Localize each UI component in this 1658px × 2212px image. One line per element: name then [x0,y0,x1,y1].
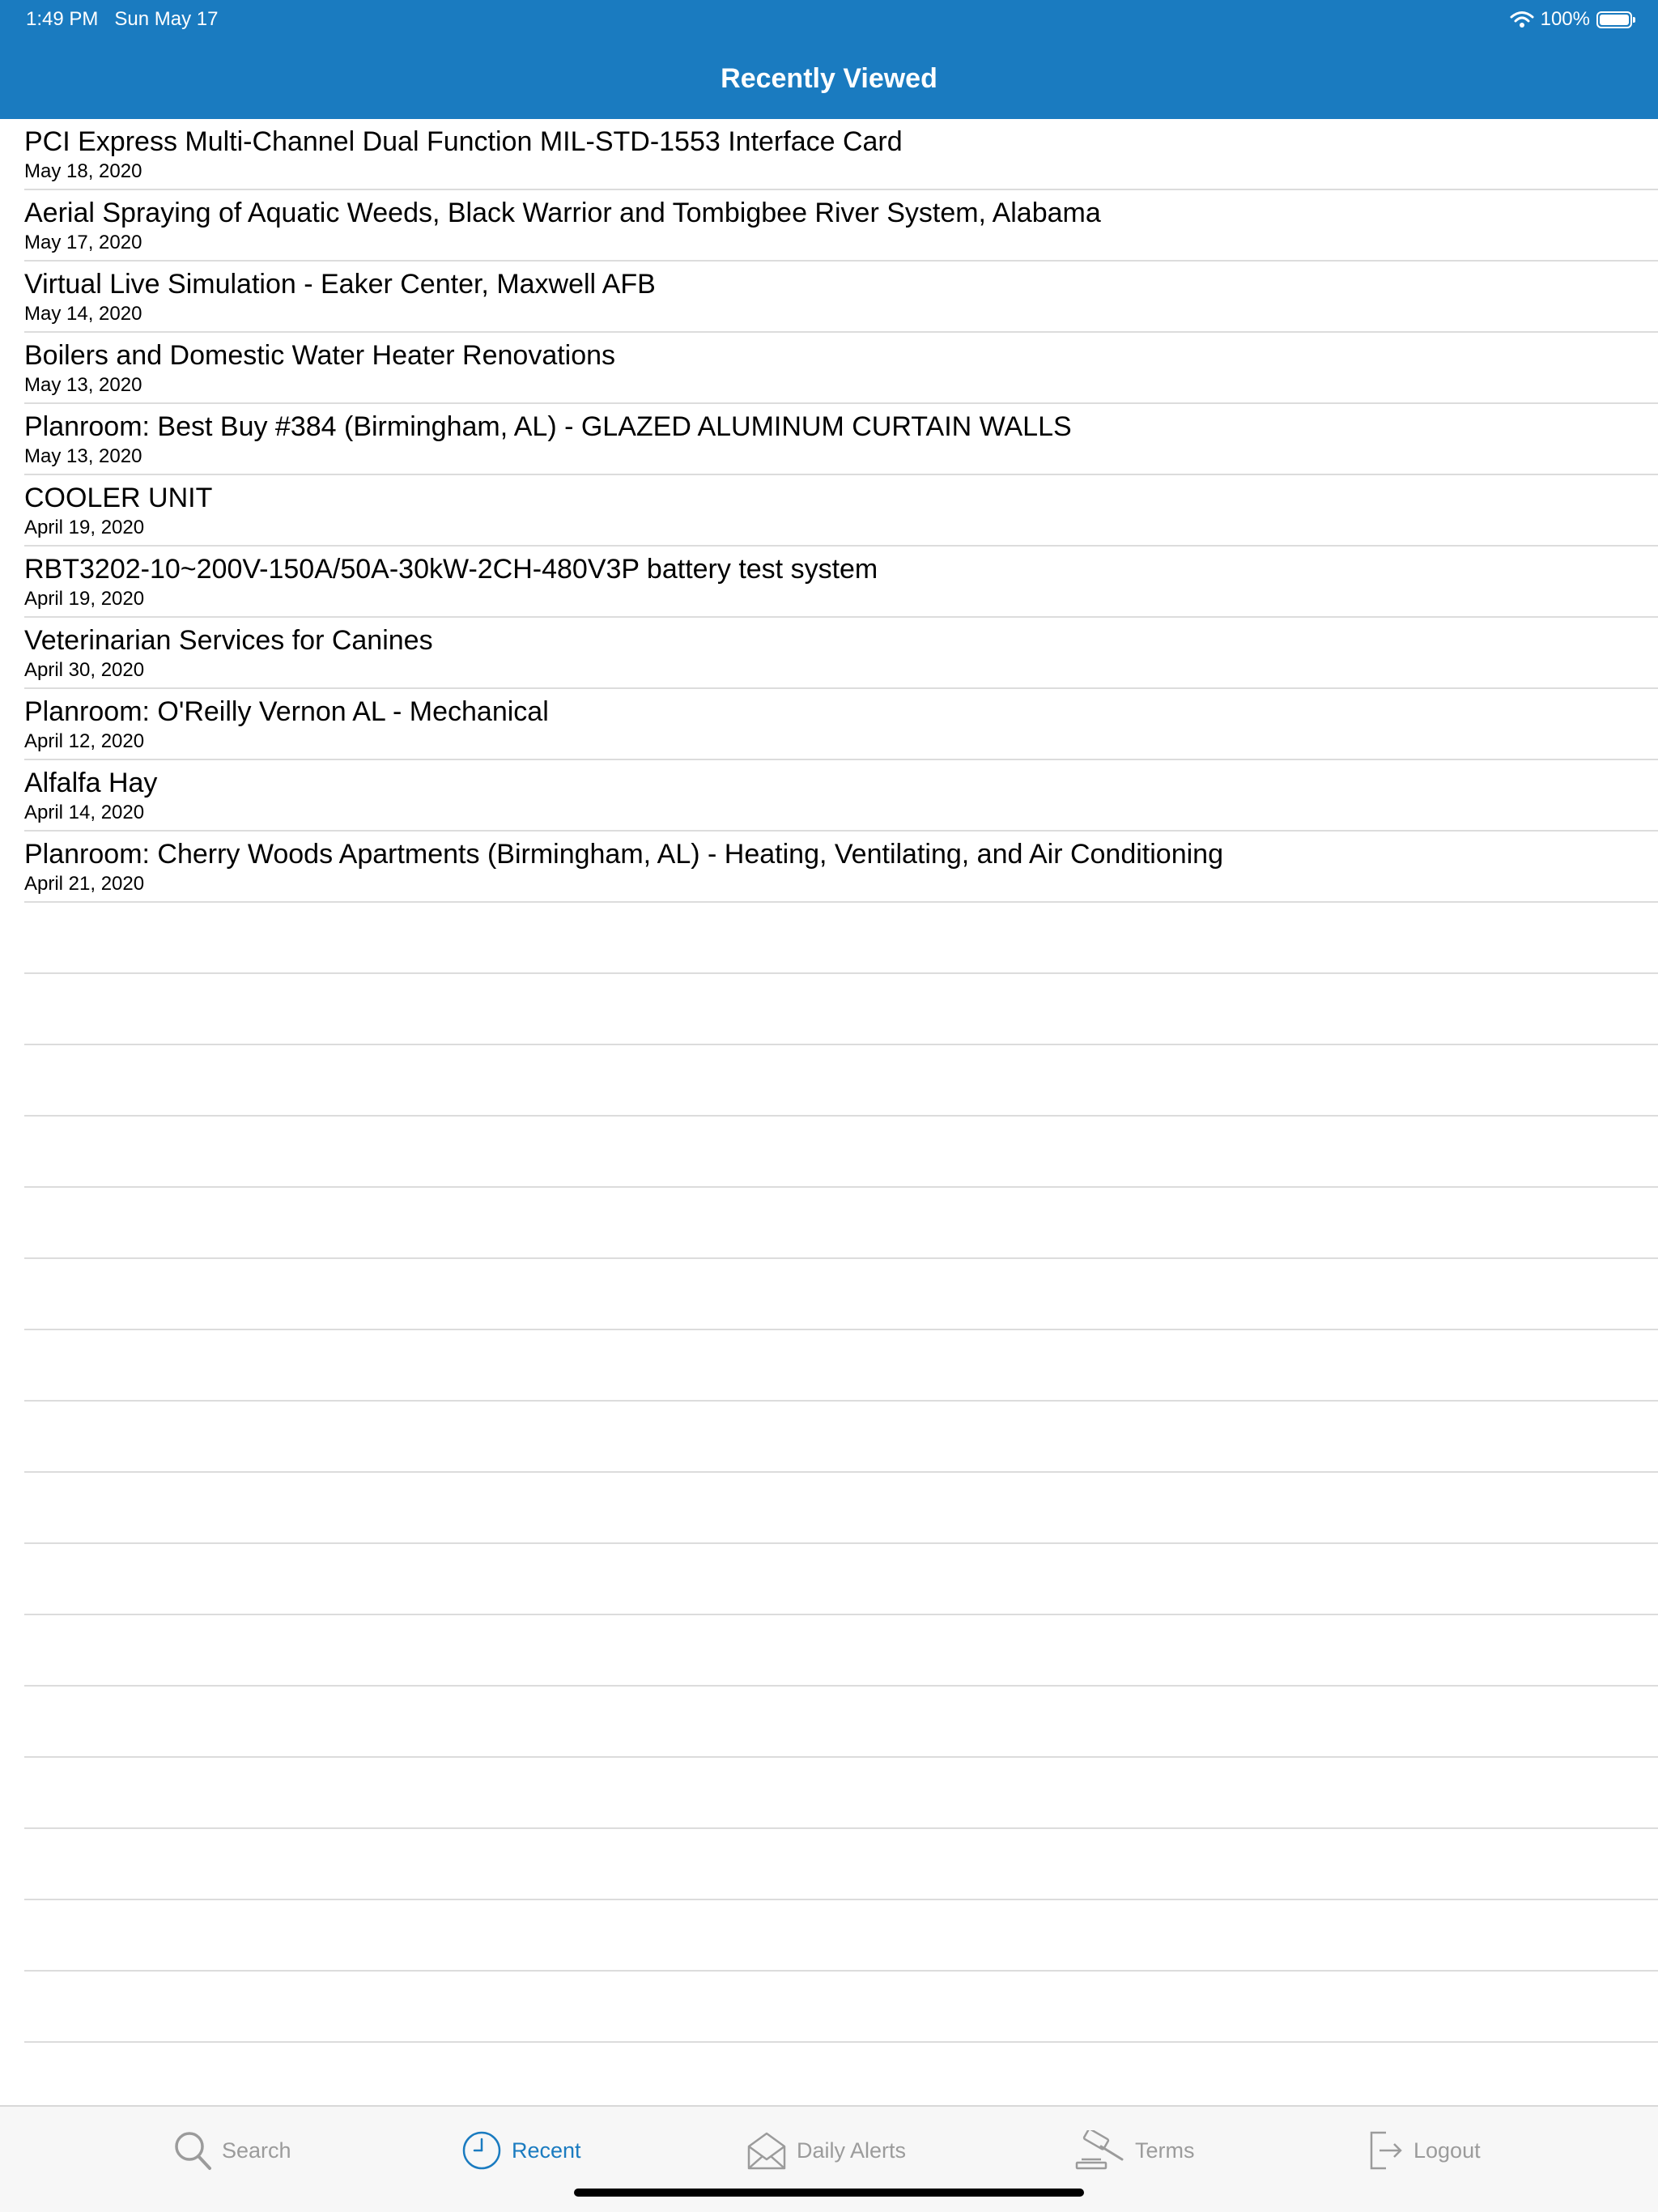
empty-row [0,1687,1658,1758]
item-date: May 14, 2020 [24,303,142,325]
item-title: Aerial Spraying of Aquatic Weeds, Black Warrior and Tombigbee River System, Alabama [24,198,1101,228]
magnifier-icon [173,2130,212,2171]
tab-recent[interactable] [461,2126,581,2175]
item-date: April 14, 2020 [24,802,145,823]
empty-row [0,1117,1658,1188]
item-date: April 30, 2020 [24,659,145,681]
list-item[interactable] [0,689,1658,760]
empty-row [0,1615,1658,1687]
list-item[interactable] [0,475,1658,547]
item-title: PCI Express Multi-Channel Dual Function MIL-STD-1553 Interface Card [24,126,903,157]
tab-daily-alerts-label: Daily Alerts [797,2138,907,2163]
battery-percent: 100% [1540,8,1590,30]
recent-list [0,119,1658,2114]
item-title: Veterinarian Services for Canines [24,625,433,656]
empty-row [0,1972,1658,2043]
empty-row [0,1330,1658,1402]
clock-icon [461,2130,502,2171]
empty-row [0,2043,1658,2114]
list-item[interactable] [0,404,1658,475]
item-title: Virtual Live Simulation - Eaker Center, Maxwell AFB [24,269,656,300]
tab-daily-alerts[interactable] [746,2126,906,2175]
tab-search[interactable] [173,2126,291,2175]
item-title: Planroom: O'Reilly Vernon AL - Mechanical [24,696,549,727]
status-time: 1:49 PM [26,8,99,30]
empty-row [0,1045,1658,1117]
app-header [0,0,1658,119]
item-date: May 13, 2020 [24,374,142,396]
item-date: April 19, 2020 [24,517,145,538]
gavel-icon [1073,2130,1125,2171]
logout-icon [1368,2129,1404,2172]
battery-icon [1596,11,1632,28]
list-item[interactable] [0,547,1658,618]
item-title: Boilers and Domestic Water Heater Renovations [24,340,616,371]
status-bar-right [1510,6,1632,32]
list-item[interactable] [0,618,1658,689]
empty-row [0,1829,1658,1900]
list-item[interactable] [0,190,1658,262]
empty-row [0,1900,1658,1972]
item-date: May 17, 2020 [24,232,142,253]
status-date: Sun May 17 [114,8,219,30]
list-item[interactable] [0,333,1658,404]
empty-row [0,1758,1658,1829]
list-item[interactable] [0,262,1658,333]
list-item[interactable] [0,760,1658,832]
tab-terms[interactable] [1073,2126,1195,2175]
empty-row [0,1259,1658,1330]
empty-row [0,903,1658,974]
item-title: Planroom: Cherry Woods Apartments (Birmingham, AL) - Heating, Ventilating, and Air Conditioning [24,839,1223,870]
tab-logout-label: Logout [1414,2138,1481,2163]
empty-row [0,1402,1658,1473]
home-indicator[interactable] [574,2189,1084,2197]
tab-recent-label: Recent [512,2138,581,2163]
status-bar-clock [26,6,218,32]
list-item[interactable] [0,119,1658,190]
empty-row [0,1188,1658,1259]
wifi-icon [1510,11,1534,28]
empty-row [0,1473,1658,1544]
item-title: Alfalfa Hay [24,768,158,798]
tab-logout[interactable] [1368,2126,1481,2175]
item-title: Planroom: Best Buy #384 (Birmingham, AL) - GLAZED ALUMINUM CURTAIN WALLS [24,411,1072,442]
empty-row [0,1544,1658,1615]
tab-search-label: Search [222,2138,291,2163]
envelope-icon [746,2130,787,2171]
item-date: May 13, 2020 [24,445,142,467]
item-title: RBT3202-10~200V-150A/50A-30kW-2CH-480V3P battery test system [24,554,878,585]
list-item[interactable] [0,832,1658,903]
item-date: April 21, 2020 [24,873,145,895]
item-title: COOLER UNIT [24,483,213,513]
empty-row [0,974,1658,1045]
item-date: April 19, 2020 [24,588,145,610]
item-date: April 12, 2020 [24,730,145,752]
page-title: Recently Viewed [721,63,937,94]
tab-terms-label: Terms [1135,2138,1195,2163]
item-date: May 18, 2020 [24,160,142,182]
